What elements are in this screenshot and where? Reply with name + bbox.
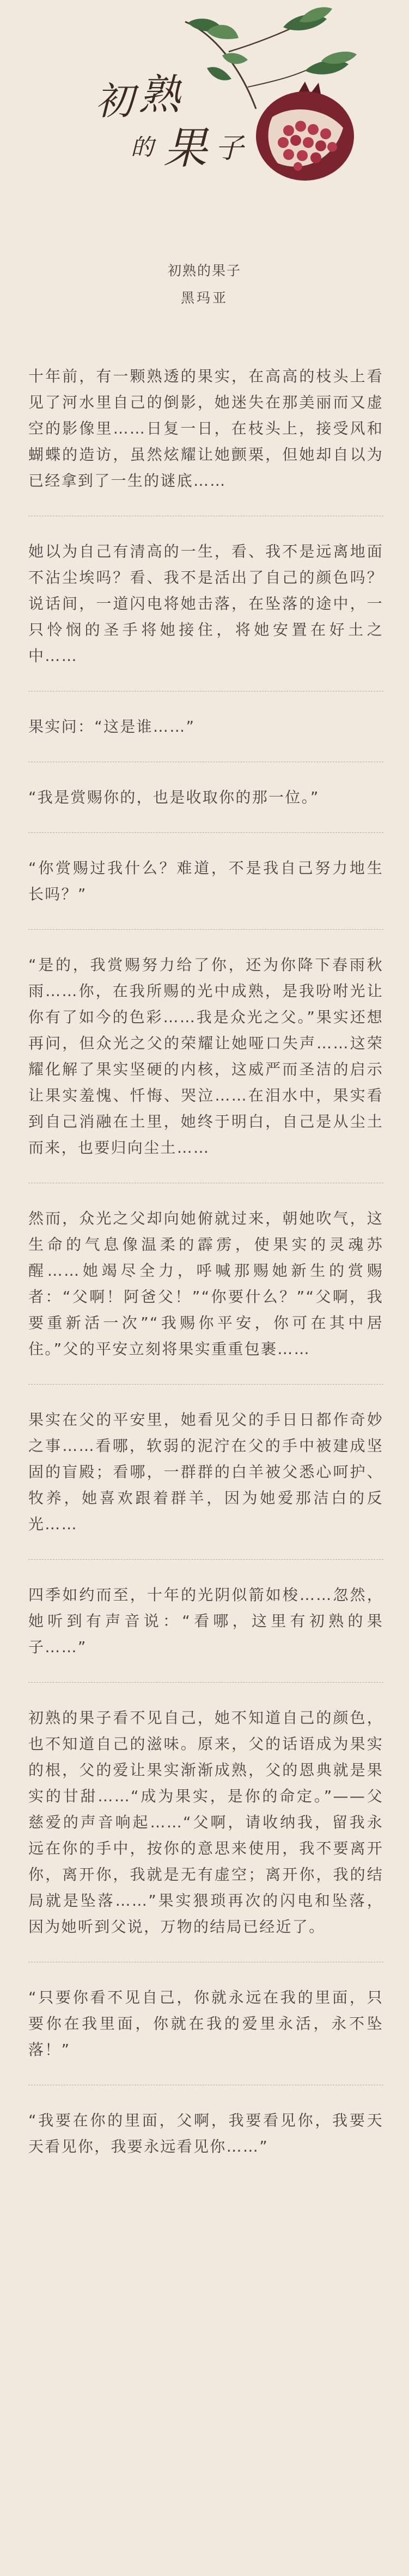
svg-text:熟: 熟	[139, 70, 180, 119]
paragraph: “我是赏赐你的，也是收取你的那一位。”	[28, 788, 320, 806]
divider	[28, 1962, 383, 1963]
svg-text:果: 果	[163, 123, 207, 174]
article-heading	[0, 260, 409, 309]
svg-text:初: 初	[95, 79, 133, 123]
paragraph: 果实问：“这是谁……”	[28, 718, 196, 736]
paragraph: “我要在你的里面，父啊，我要看见你，我要天天看见你，我要永远看见你……”	[28, 2111, 383, 2155]
article-author: 黑玛亚	[180, 290, 228, 306]
divider	[28, 762, 383, 763]
divider	[28, 832, 383, 833]
paragraph: “你赏赐过我什么？难道，不是我自己努力地生长吗？”	[28, 859, 383, 903]
header-illustration	[0, 0, 409, 196]
divider	[28, 1384, 383, 1385]
divider	[28, 929, 383, 930]
svg-text:的: 的	[131, 134, 154, 160]
divider	[28, 691, 383, 692]
paragraph: 她以为自己有清高的一生，看、我不是远离地面不沾尘埃吗？看、我不是活出了自己的颜色吗？说话间，一道闪电将她击落，在坠落的途中，一只怜悯的圣手将她接住，将她安置在好土之中……	[28, 542, 383, 665]
divider	[28, 1183, 383, 1184]
paragraph: “是的，我赏赐努力给了你，还为你降下春雨秋雨……你，在我所赐的光中成熟，是我吩咐光让你有了如今的色彩……我是众光之父。”果实还想再问，但众光之父的荣耀让她哑口失声……这荣耀化解了果实坚硬的内核，这威严而圣洁的启示让果实羞愧、忏悔、哭泣……在泪水中，果实看到自己消融在土里，她终于明白，自己是从尘土而来，也要归向尘土……	[28, 956, 383, 1157]
divider	[28, 2085, 383, 2086]
divider	[28, 1682, 383, 1683]
article-body	[28, 363, 383, 2160]
paragraph: 四季如约而至，十年的光阴似箭如梭……忽然，她听到有声音说：“看哪，这里有初熟的果子……”	[28, 1586, 383, 1656]
paragraph: 初熟的果子看不见自己，她不知道自己的颜色，也不知道自己的滋味。原来，父的话语成为果实的根，父的爱让果实渐渐成熟，父的恩典就是果实的甘甜……“成为果实，是你的命定。”——父慈爱的声音响起……“父啊，请收纳我，留我永远在你的手中，按你的意思来使用，我不要离开你，离开你，我就是无有虚空；离开你，我的结局就是坠落……”果实猥琐再次的闪电和坠落，因为她听到父说，万物的结局已经近了。	[28, 1709, 383, 1936]
paragraph: 十年前，有一颗熟透的果实，在高高的枝头上看见了河水里自己的倒影，她迷失在那美丽而又虚空的影像里……日复一日，在枝头上，接受风和蝴蝶的造访，虽然炫耀让她颤栗，但她却自以为已经拿到了一生的谜底……	[28, 367, 383, 490]
article-title: 初熟的果子	[167, 263, 241, 279]
logo-calligraphy	[95, 70, 245, 174]
paragraph: 果实在父的平安里，她看见父的手日日都作奇妙之事……看哪，软弱的泥泞在父的手中被建成坚固的盲殿；看哪，一群群的白羊被父悉心呵护、牧养，她喜欢跟着群羊，因为她爱那洁白的反光……	[28, 1411, 383, 1533]
divider	[28, 516, 383, 517]
paragraph: 然而，众光之父却向她俯就过来，朝她吹气，这生命的气息像温柔的霹雳，使果实的灵魂苏醒……她竭尽全力，呼喊那赐她新生的赏赐者：“父啊！阿爸父！”“你要什么？”“父啊，我要重新活一次”“我赐你平安，你可在其中居住。”父的平安立刻将果实重重包裹……	[28, 1209, 383, 1358]
svg-text:子: 子	[215, 132, 244, 165]
pomegranate-icon	[256, 82, 354, 181]
leaf-icon	[188, 7, 357, 80]
paragraph: “只要你看不见自己，你就永远在我的里面，只要你在我里面，你就在我的爱里永活，永不坠落！”	[28, 1988, 383, 2059]
divider	[28, 1559, 383, 1560]
